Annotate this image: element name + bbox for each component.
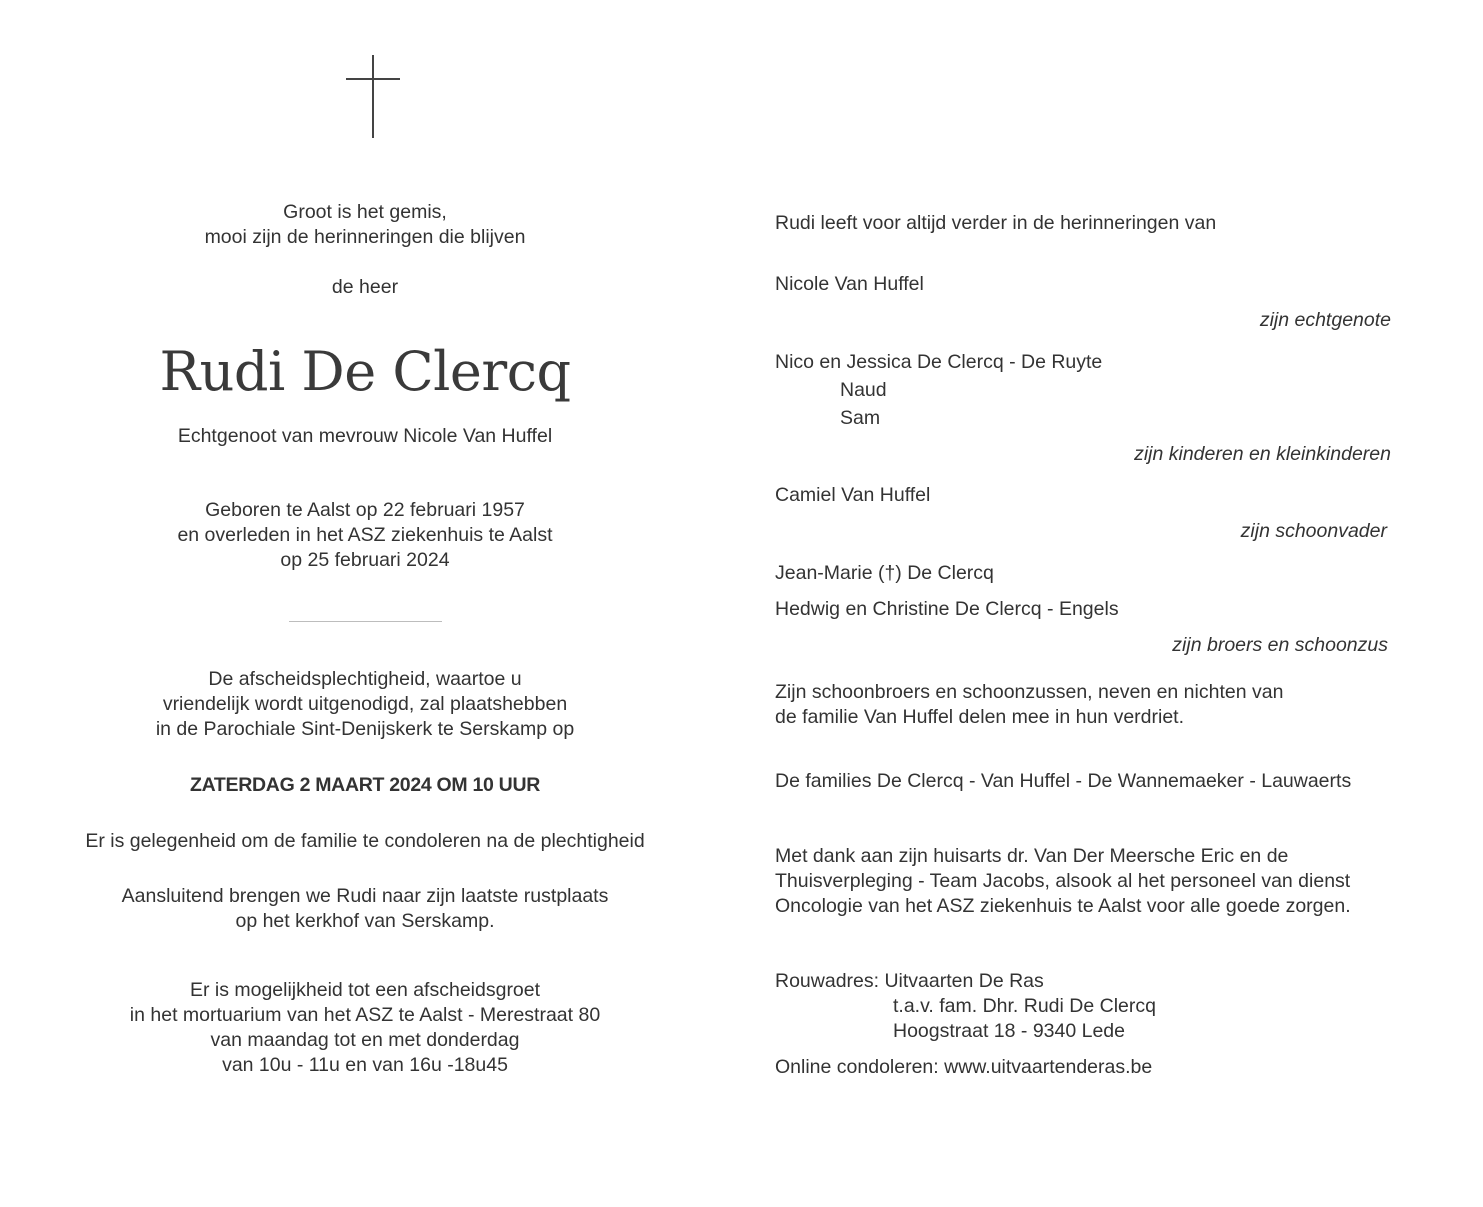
brother-2-name: Hedwig en Christine De Clercq - Engels xyxy=(775,598,1119,620)
address-line-1: t.a.v. fam. Dhr. Rudi De Clercq xyxy=(893,995,1156,1017)
farewell-line-4: van 10u - 11u en van 16u -18u45 xyxy=(222,1054,508,1076)
ceremony-line-3: in de Parochiale Sint-Denijskerk te Serskamp op xyxy=(155,718,575,740)
death-line: en overleden in het ASZ ziekenhuis te Aalst xyxy=(177,524,553,546)
thanks-line-3: Oncologie van het ASZ ziekenhuis te Aalst voor alle goede zorgen. xyxy=(775,895,1351,917)
in-laws-line-2: de familie Van Huffel delen mee in hun verdriet. xyxy=(775,706,1185,728)
cross-vertical-bar xyxy=(372,55,374,138)
deceased-name: Rudi De Clercq xyxy=(159,340,571,403)
quote-line-1: Groot is het gemis, xyxy=(283,201,447,223)
address-line-2: Hoogstraat 18 - 9340 Lede xyxy=(893,1020,1126,1042)
quote-line-2: mooi zijn de herinneringen die blijven xyxy=(204,226,526,248)
ceremony-line-2: vriendelijk wordt uitgenodigd, zal plaatshebben xyxy=(162,693,568,715)
grandchild-1: Naud xyxy=(840,379,887,401)
father-in-law-role: zijn schoonvader xyxy=(1240,520,1387,542)
thanks-line-2: Thuisverpleging - Team Jacobs, alsook al het personeel van dienst xyxy=(775,870,1351,892)
birth-line: Geboren te Aalst op 22 februari 1957 xyxy=(205,499,525,521)
address-label: Rouwadres: Uitvaarten De Ras xyxy=(775,970,1044,992)
brother-1-name: Jean-Marie (†) De Clercq xyxy=(775,562,994,584)
spouse-name: Nicole Van Huffel xyxy=(775,273,924,295)
children-name: Nico en Jessica De Clercq - De Ruyte xyxy=(775,351,1103,373)
farewell-line-3: van maandag tot en met donderdag xyxy=(210,1029,520,1051)
families-line: De families De Clercq - Van Huffel - De Wannemaeker - Lauwaerts xyxy=(775,770,1352,792)
condolence-note: Er is gelegenheid om de familie te condoleren na de plechtigheid xyxy=(85,830,645,852)
children-role: zijn kinderen en kleinkinderen xyxy=(1134,443,1391,465)
burial-line-2: op het kerkhof van Serskamp. xyxy=(235,910,495,932)
spouse-line: Echtgenoot van mevrouw Nicole Van Huffel xyxy=(177,425,553,447)
burial-line-1: Aansluitend brengen we Rudi naar zijn laatste rustplaats xyxy=(121,885,609,907)
salutation: de heer xyxy=(331,276,399,298)
intro-line: Rudi leeft voor altijd verder in de herinneringen van xyxy=(775,212,1217,234)
grandchild-2: Sam xyxy=(840,407,881,429)
thanks-line-1: Met dank aan zijn huisarts dr. Van Der Meersche Eric en de xyxy=(775,845,1289,867)
divider-line xyxy=(289,621,442,622)
in-laws-line-1: Zijn schoonbroers en schoonzussen, neven en nichten van xyxy=(775,681,1284,703)
death-date-line: op 25 februari 2024 xyxy=(280,549,450,571)
farewell-line-1: Er is mogelijkheid tot een afscheidsgroet xyxy=(189,979,541,1001)
cross-horizontal-bar xyxy=(346,78,400,80)
farewell-line-2: in het mortuarium van het ASZ te Aalst - Merestraat 80 xyxy=(129,1004,601,1026)
online-condolence: Online condoleren: www.uitvaartenderas.be xyxy=(775,1056,1153,1078)
brothers-role: zijn broers en schoonzus xyxy=(1172,634,1388,656)
spouse-role: zijn echtgenote xyxy=(1259,309,1391,331)
father-in-law-name: Camiel Van Huffel xyxy=(775,484,931,506)
ceremony-line-1: De afscheidsplechtigheid, waartoe u xyxy=(208,668,522,690)
ceremony-date: ZATERDAG 2 MAART 2024 OM 10 UUR xyxy=(189,774,541,796)
